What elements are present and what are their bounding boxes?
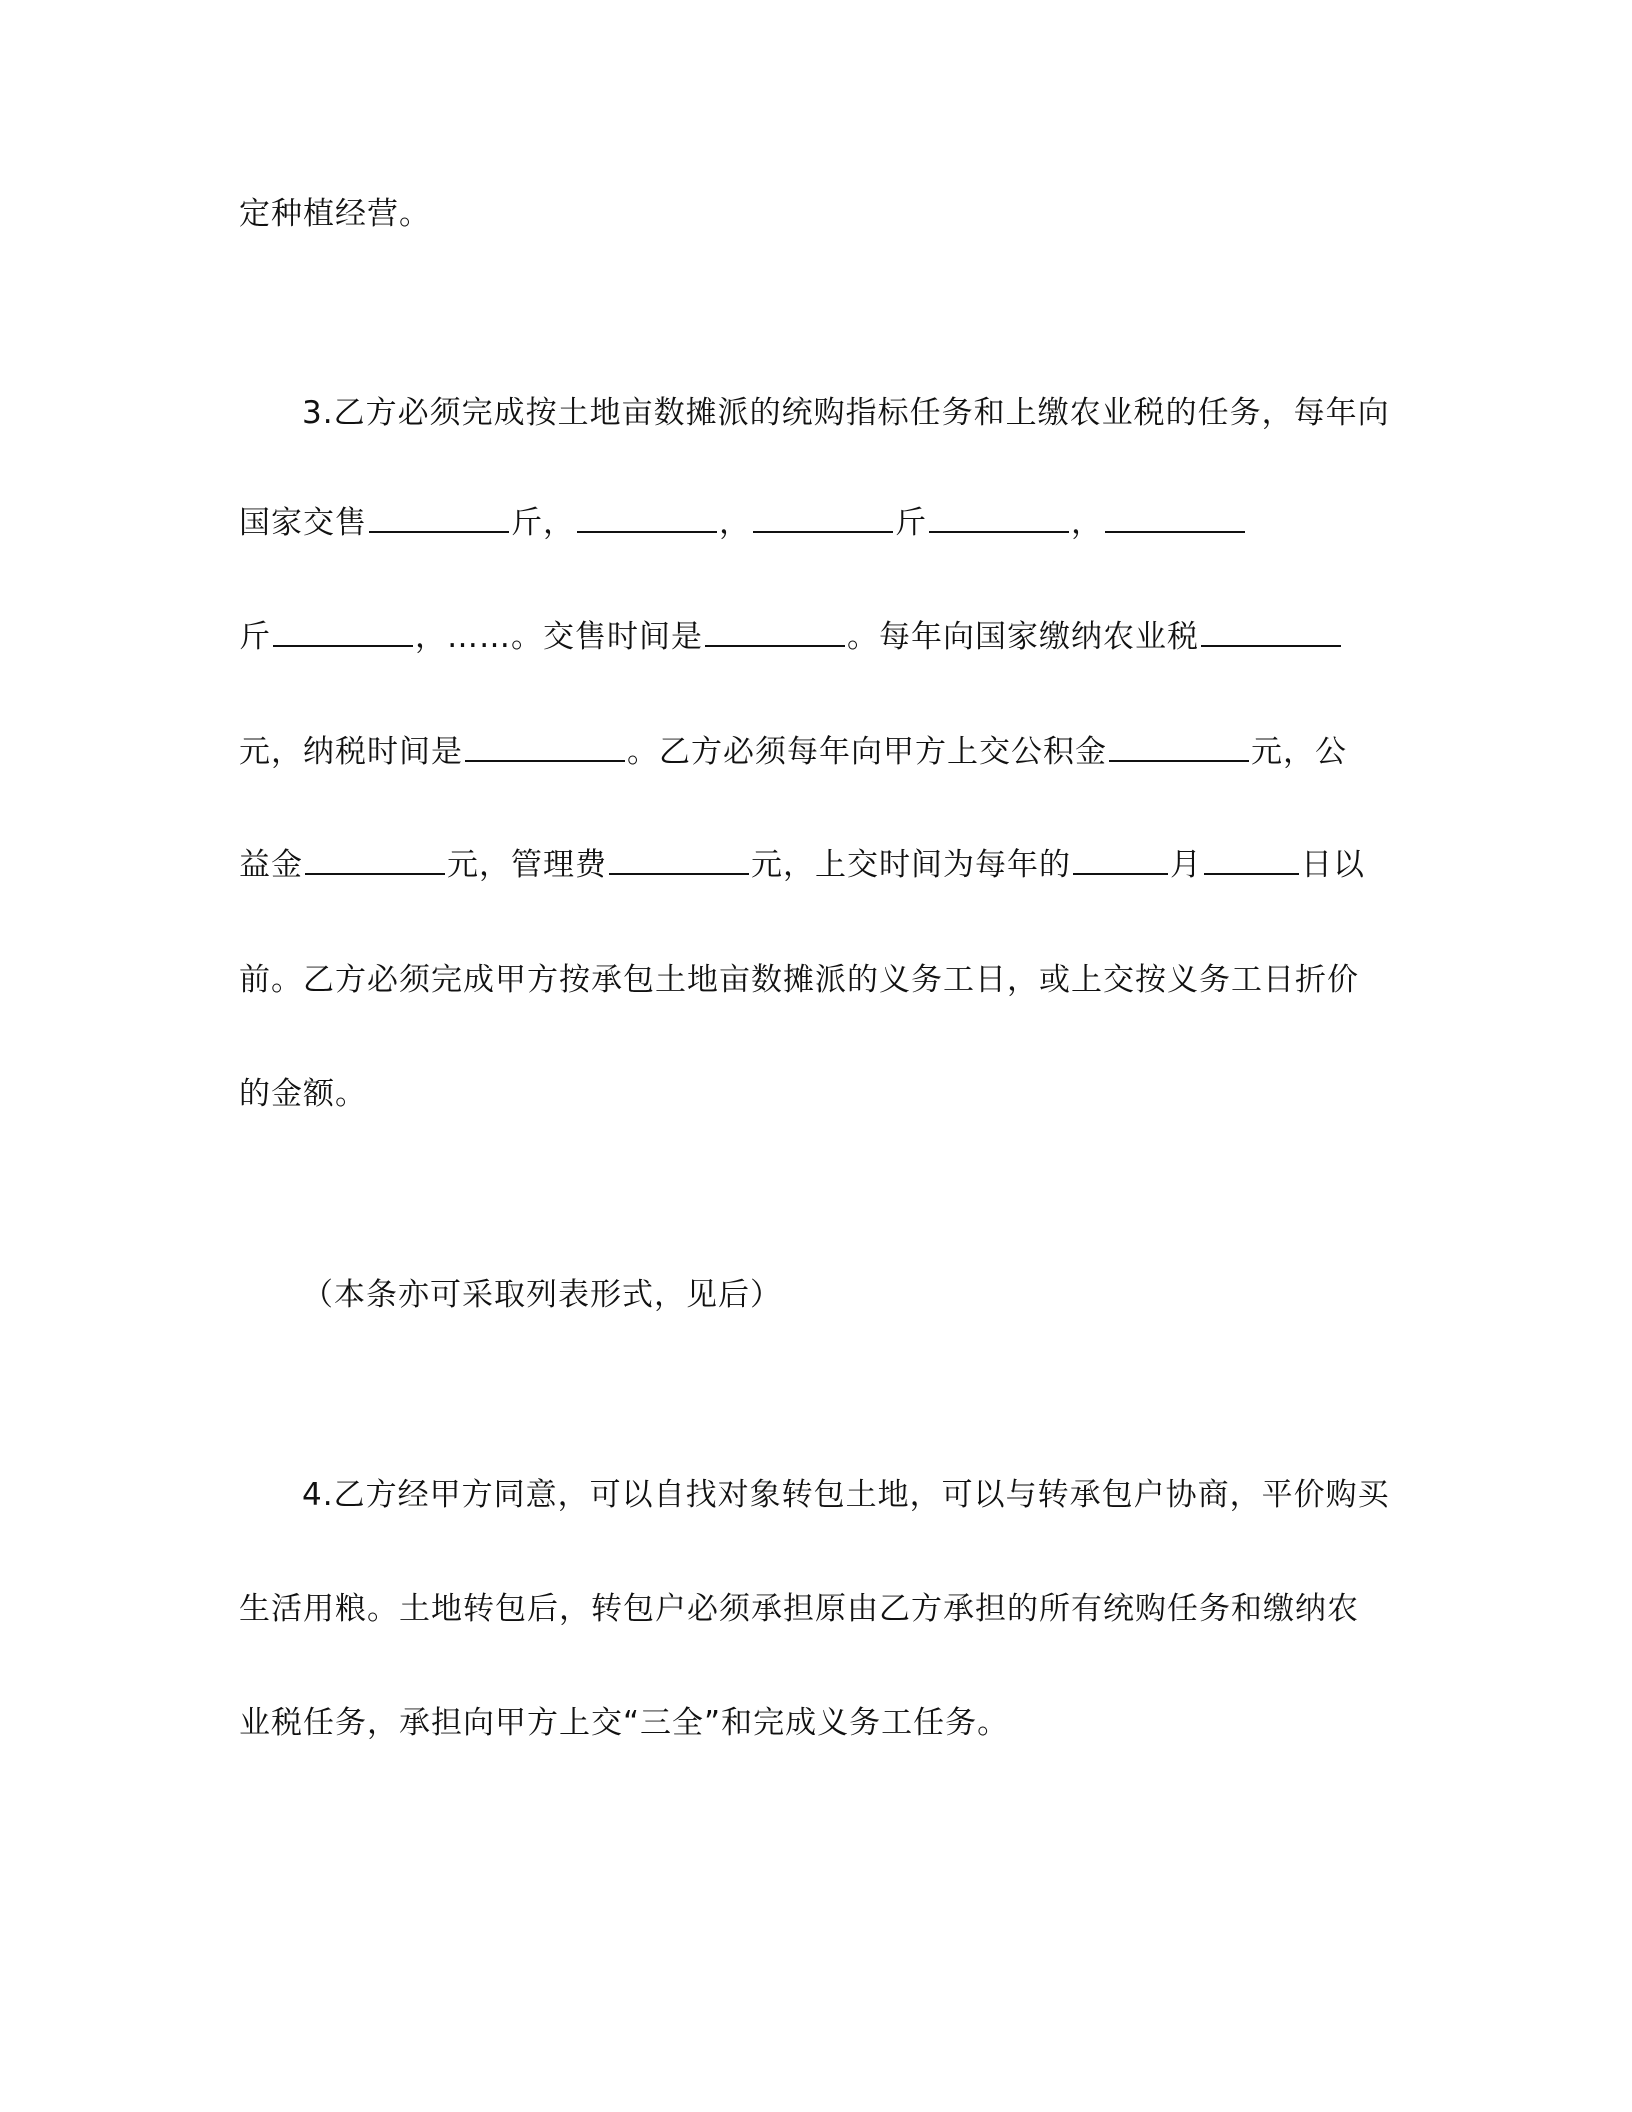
- text-segment: 。乙方必须每年向甲方上交公积金: [627, 734, 1107, 770]
- fill-blank[interactable]: [369, 503, 509, 533]
- fill-blank[interactable]: [1073, 845, 1168, 875]
- text-segment: 斤: [895, 505, 927, 541]
- text-segment: ，……。交售时间是: [415, 619, 703, 655]
- fill-blank[interactable]: [1105, 503, 1245, 533]
- fill-blank[interactable]: [273, 617, 413, 647]
- paragraph-line: [239, 1703, 1009, 1743]
- text-segment: 生活用粮。土地转包后，转包户必须承担原由乙方承担的所有统购任务和缴纳农: [239, 1591, 1359, 1627]
- text-segment: 元，上交时间为每年的: [751, 847, 1071, 883]
- paragraph-line: [239, 960, 1359, 1000]
- paragraph-line: [239, 845, 1365, 885]
- text-segment: 定种植经营。: [239, 196, 431, 232]
- text-segment: ，: [1071, 505, 1103, 541]
- text-segment: 元，公: [1251, 734, 1347, 770]
- text-segment: （本条亦可采取列表形式，见后）: [302, 1277, 782, 1313]
- paragraph-line: [302, 393, 1390, 433]
- text-segment: 益金: [239, 847, 303, 883]
- text-segment: 。每年向国家缴纳农业税: [847, 619, 1199, 655]
- text-segment: ，: [719, 505, 751, 541]
- fill-blank[interactable]: [1204, 845, 1299, 875]
- fill-blank[interactable]: [753, 503, 893, 533]
- text-segment: 元，管理费: [447, 847, 607, 883]
- fill-blank[interactable]: [305, 845, 445, 875]
- paragraph-line: [302, 1475, 1390, 1515]
- text-segment: 日以: [1301, 847, 1365, 883]
- fill-blank[interactable]: [1201, 617, 1341, 647]
- fill-blank[interactable]: [609, 845, 749, 875]
- text-segment: 3.乙方必须完成按土地亩数摊派的统购指标任务和上缴农业税的任务，每年向: [302, 395, 1390, 431]
- text-segment: 斤，: [511, 505, 575, 541]
- text-segment: 前。乙方必须完成甲方按承包土地亩数摊派的义务工日，或上交按义务工日折价: [239, 962, 1359, 998]
- fill-blank[interactable]: [577, 503, 717, 533]
- paragraph-line: [239, 1074, 367, 1114]
- paragraph-line: [239, 732, 1347, 772]
- fill-blank[interactable]: [1109, 732, 1249, 762]
- paragraph-line: [239, 503, 1247, 543]
- text-segment: 元，纳税时间是: [239, 734, 463, 770]
- text-segment: 斤: [239, 619, 271, 655]
- fill-blank[interactable]: [705, 617, 845, 647]
- fill-blank[interactable]: [465, 732, 625, 762]
- paragraph-line: [302, 1275, 782, 1315]
- paragraph-line: [239, 194, 431, 234]
- text-segment: 国家交售: [239, 505, 367, 541]
- text-segment: 业税任务，承担向甲方上交“三全”和完成义务工任务。: [239, 1705, 1010, 1741]
- paragraph-line: [239, 617, 1343, 657]
- paragraph-line: [239, 1589, 1359, 1629]
- text-segment: 的金额。: [239, 1076, 367, 1112]
- text-segment: 4.乙方经甲方同意，可以自找对象转包土地，可以与转承包户协商，平价购买: [302, 1477, 1390, 1513]
- fill-blank[interactable]: [929, 503, 1069, 533]
- text-segment: 月: [1170, 847, 1202, 883]
